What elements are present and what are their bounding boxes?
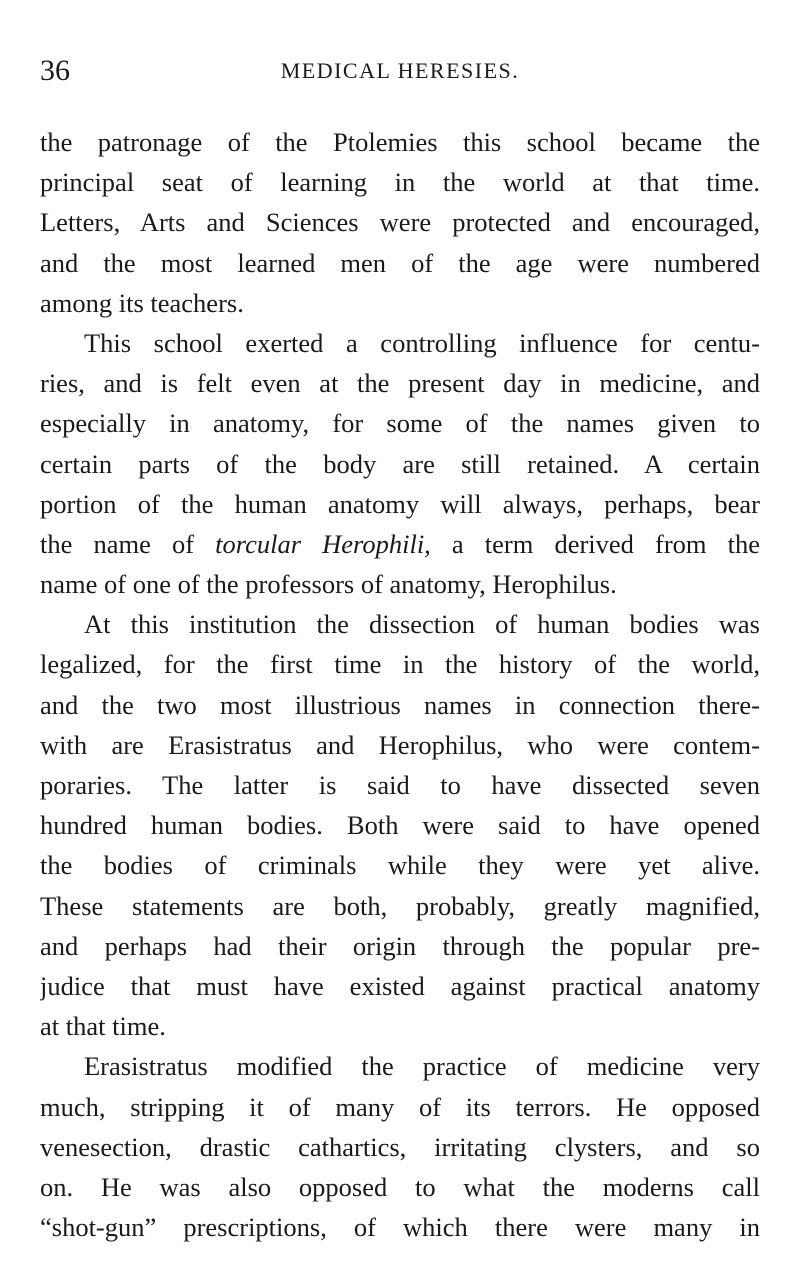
running-head (40, 54, 760, 94)
text-line: and perhaps had their origin through the popular pre- (40, 930, 760, 961)
text-line: judice that must have existed against practical anatomy (40, 970, 760, 1001)
text-line: at that time. (40, 1011, 166, 1042)
text-line: and the most learned men of the age were numbered (40, 247, 760, 278)
text-line: and the two most illustrious names in connection there- (40, 689, 760, 720)
text-line-with-italic (40, 524, 760, 564)
text-line: Letters, Arts and Sciences were protected and encouraged, (40, 207, 760, 238)
text-line: legalized, for the first time in the history of the world, (40, 649, 760, 680)
text-line: This school exerted a controlling influence for centu- (84, 327, 760, 358)
text-line: Erasistratus modified the practice of medicine very (84, 1051, 760, 1082)
text-line: venesection, drastic cathartics, irritating clysters, and so (40, 1131, 760, 1162)
text-line: hundred human bodies. Both were said to have opened (40, 810, 760, 841)
text-line: especially in anatomy, for some of the names given to (40, 408, 760, 439)
text-line: ries, and is felt even at the present day in medicine, and (40, 368, 760, 399)
text-line: the patronage of the Ptolemies this school became the (40, 127, 760, 157)
text-line: These statements are both, probably, greatly magnified, (40, 890, 760, 921)
body-text (40, 122, 760, 1247)
text-line: poraries. The latter is said to have dissected seven (40, 770, 760, 800)
text-line: with are Erasistratus and Herophilus, who were contem- (40, 729, 760, 760)
text-line: among its teachers. (40, 287, 244, 318)
page-number: 36 (40, 54, 70, 87)
text-segment: the name of (40, 528, 216, 559)
text-segment: a term derived from the (430, 528, 760, 559)
text-line: much, stripping it of many of its terrors. He opposed (40, 1091, 760, 1122)
italic-term: torcular Herophili, (215, 528, 431, 559)
running-title: MEDICAL HERESIES. (280, 58, 520, 83)
text-line: name of one of the professors of anatomy, Herophilus. (40, 569, 617, 600)
text-line: the bodies of criminals while they were yet alive. (40, 850, 760, 881)
text-line: “shot-gun” prescriptions, of which there were many in (40, 1212, 760, 1243)
text-line: portion of the human anatomy will always, perhaps, bear (40, 488, 760, 519)
text-line: principal seat of learning in the world at that time. (40, 167, 760, 198)
text-line: certain parts of the body are still retained. A certain (40, 448, 760, 479)
text-line: At this institution the dissection of human bodies was (84, 609, 760, 640)
text-line: on. He was also opposed to what the moderns call (40, 1171, 760, 1202)
